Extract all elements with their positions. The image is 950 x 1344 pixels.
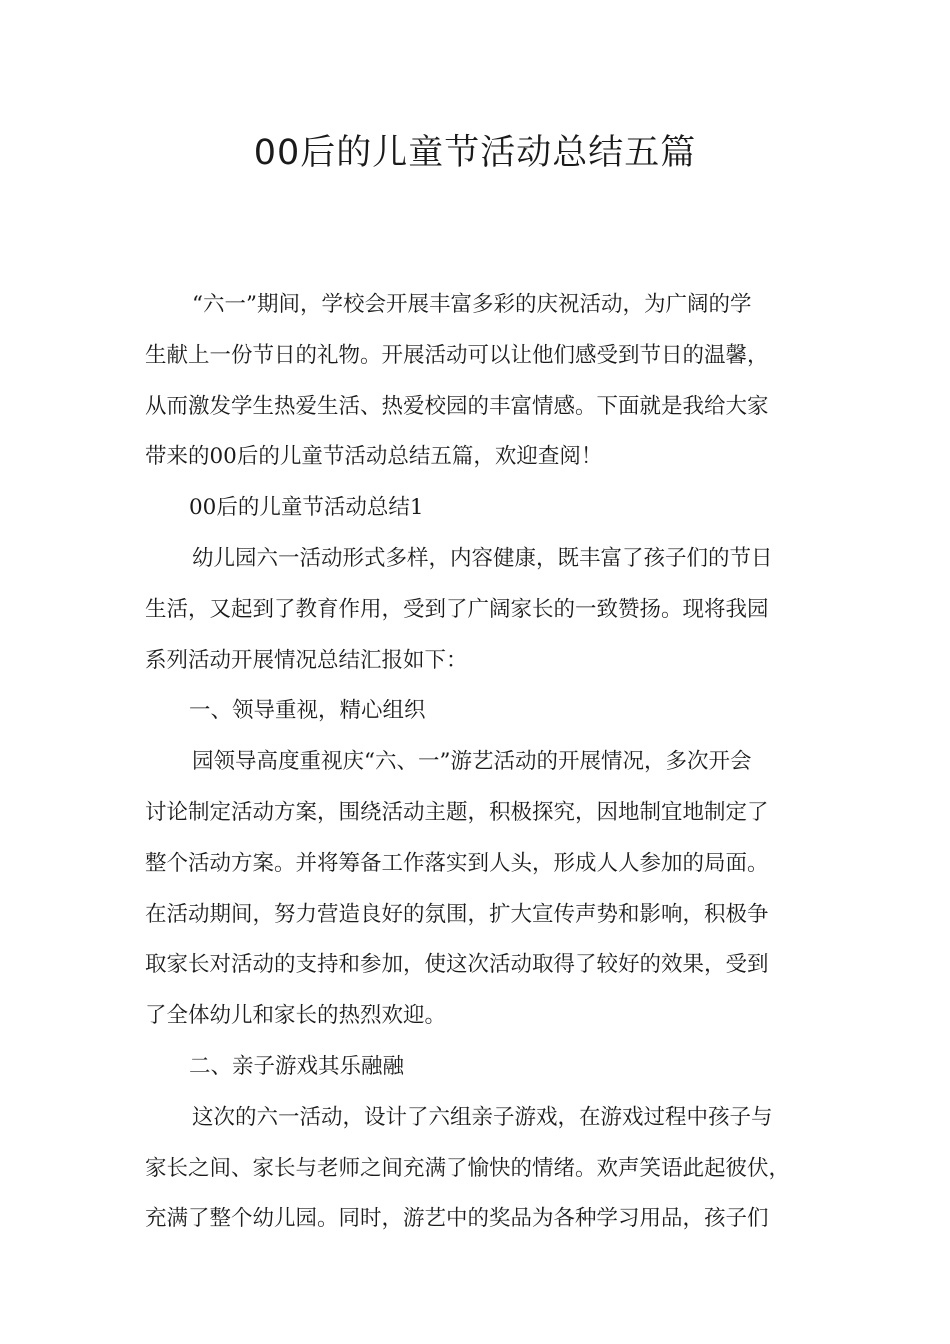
subheading-leadership: 一、领导重视，精心组织 — [189, 698, 426, 724]
paragraph-3-line-6: 了全体幼儿和家长的热烈欢迎。 — [145, 1003, 447, 1029]
paragraph-2-line-1: 幼儿园六一活动形式多样，内容健康，既丰富了孩子们的节日 — [192, 545, 773, 571]
paragraph-3-line-5: 取家长对活动的支持和参加，使这次活动取得了较好的效果，受到 — [145, 952, 769, 978]
section-heading-summary-1: 00后的儿童节活动总结1 — [189, 495, 424, 521]
paragraph-2-line-2: 生活，又起到了教育作用，受到了广阔家长的一致赞扬。现将我园 — [145, 596, 769, 622]
paragraph-3-line-1: 园领导高度重视庆“六、一”游艺活动的开展情况，多次开会 — [192, 749, 752, 775]
paragraph-4-line-1: 这次的六一活动，设计了六组亲子游戏，在游戏过程中孩子与 — [192, 1104, 773, 1130]
paragraph-4-line-2: 家长之间、家长与老师之间充满了愉快的情绪。欢声笑语此起彼伏， — [145, 1155, 791, 1181]
paragraph-3-line-4: 在活动期间，努力营造良好的氛围，扩大宣传声势和影响，积极争 — [145, 901, 769, 927]
paragraph-1-line-3: 从而激发学生热爱生活、热爱校园的丰富情感。下面就是我给大家 — [145, 393, 769, 419]
paragraph-3-line-2: 讨论制定活动方案，围绕活动主题，积极探究，因地制宜地制定了 — [145, 799, 769, 825]
paragraph-1-line-2: 生献上一份节日的礼物。开展活动可以让他们感受到节日的温馨， — [145, 342, 769, 368]
paragraph-2-line-3: 系列活动开展情况总结汇报如下： — [145, 647, 468, 673]
document-title: 00后的儿童节活动总结五篇 — [253, 133, 697, 173]
paragraph-1-line-4: 带来的00后的儿童节活动总结五篇，欢迎查阅！ — [145, 444, 603, 470]
subheading-parent-child-games: 二、亲子游戏其乐融融 — [189, 1053, 405, 1079]
document-body — [145, 280, 820, 1245]
paragraph-1-line-1: “六一”期间，学校会开展丰富多彩的庆祝活动，为广阔的学 — [192, 292, 752, 317]
paragraph-3-line-3: 整个活动方案。并将筹备工作落实到人头，形成人人参加的局面。 — [145, 850, 769, 876]
paragraph-4-line-3: 充满了整个幼儿园。同时，游艺中的奖品为各种学习用品，孩子们 — [145, 1206, 769, 1232]
